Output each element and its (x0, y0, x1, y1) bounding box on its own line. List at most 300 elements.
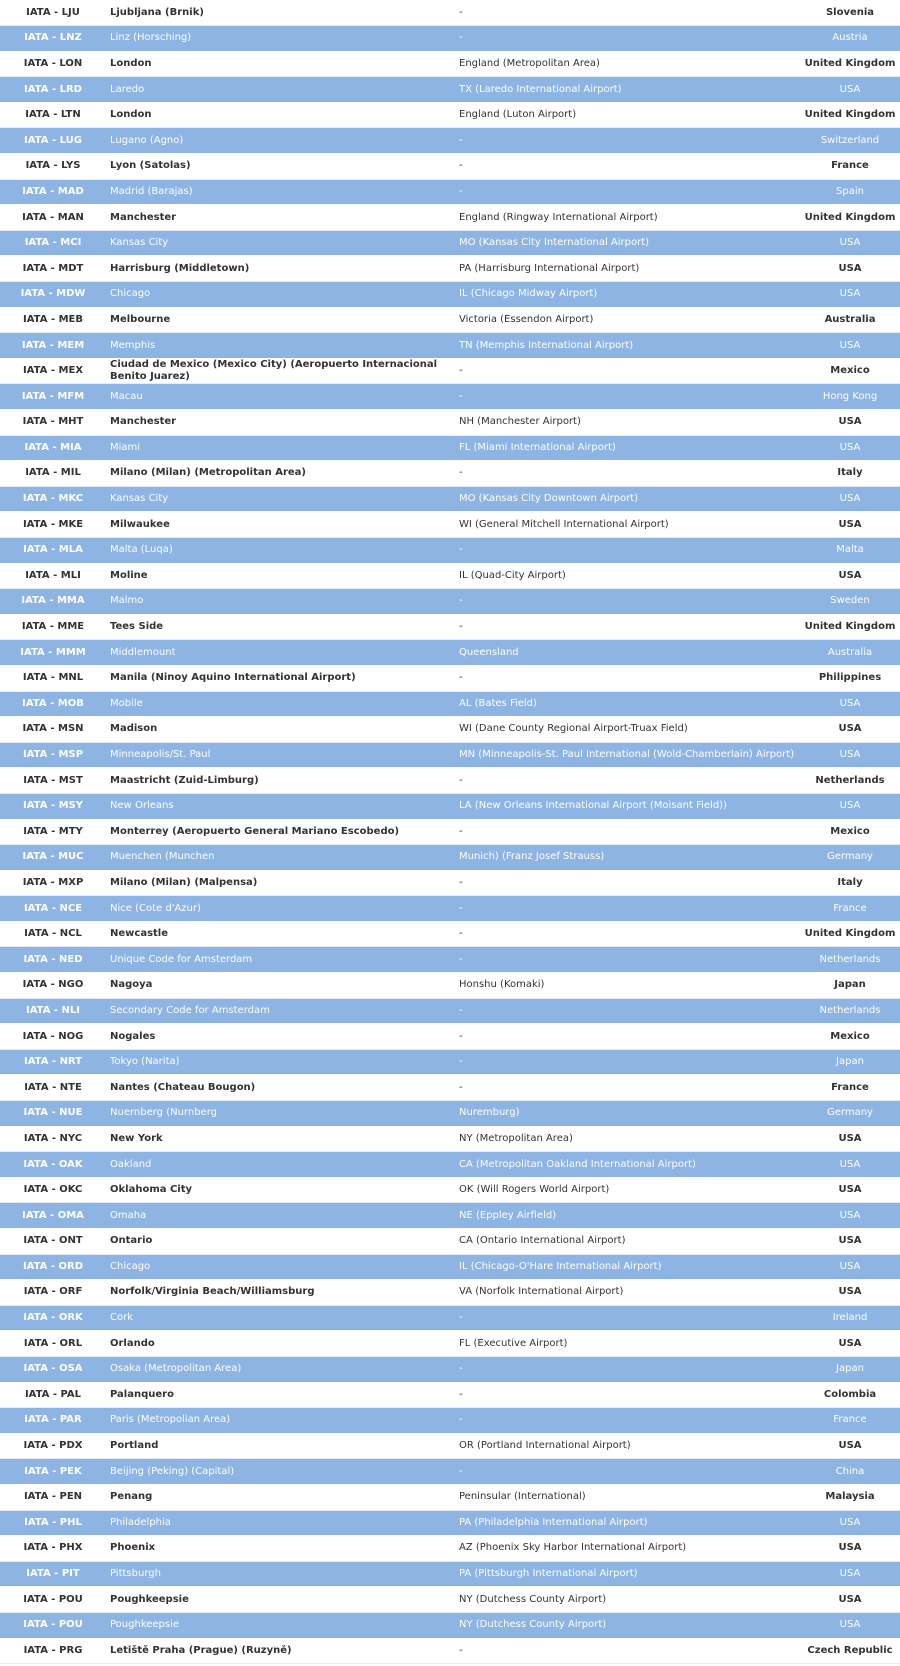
city-cell: Harrisburg (Middletown) (110, 262, 250, 274)
table-row (0, 742, 900, 768)
table-row (0, 1203, 900, 1229)
city-cell: Milano (Milan) (Metropolitan Area) (110, 467, 306, 479)
description-cell: NY (Dutchess County Airport) (459, 1593, 607, 1605)
table-row (0, 1612, 900, 1638)
country-cell: USA (839, 237, 861, 249)
iata-code-cell: IATA - NTE (24, 1081, 82, 1093)
country-cell: Japan (836, 1363, 864, 1375)
table-row (0, 1152, 900, 1178)
table-row (0, 51, 900, 77)
iata-code-cell: IATA - LUG (24, 134, 82, 146)
description-cell: - (459, 672, 463, 684)
city-cell: Macau (110, 390, 143, 402)
city-cell: Linz (Horsching) (110, 32, 192, 44)
iata-code-cell: IATA - OMA (22, 1209, 84, 1221)
table-row (0, 384, 900, 410)
description-cell: NE (Eppley Airfield) (459, 1209, 557, 1221)
city-cell: Ciudad de Mexico (Mexico City) (Aeropuerto Internacional Benito Juarez) (110, 359, 438, 383)
description-cell: - (459, 1081, 463, 1093)
city-cell: Malmo (110, 595, 144, 607)
city-cell: Orlando (110, 1337, 155, 1349)
iata-code-cell: IATA - ORK (23, 1312, 83, 1324)
iata-code-cell: IATA - MIA (24, 441, 82, 453)
city-cell: Nuernberg (Nurnberg (110, 1107, 217, 1119)
iata-code-cell: IATA - PAL (24, 1388, 82, 1400)
city-cell: Omaha (110, 1209, 147, 1221)
iata-code-cell: IATA - MEB (23, 313, 83, 325)
description-cell: LA (New Orleans International Airport (Moisant Field)) (459, 800, 727, 812)
iata-code-cell: IATA - PHX (23, 1542, 83, 1554)
city-cell: Beijing (Peking) (Capital) (110, 1465, 235, 1477)
table-row (0, 1305, 900, 1331)
country-cell: Netherlands (815, 774, 885, 786)
table-row (0, 563, 900, 589)
description-cell: NH (Manchester Airport) (459, 416, 581, 428)
description-cell: PA (Pittsburgh International Airport) (459, 1568, 638, 1580)
table-row (0, 1510, 900, 1536)
table-row (0, 1075, 900, 1101)
table-row (0, 819, 900, 845)
table-row (0, 486, 900, 512)
table-row (0, 230, 900, 256)
table-row (0, 973, 900, 999)
country-cell: France (833, 1414, 867, 1426)
table-row (0, 358, 900, 384)
table-row (0, 1331, 900, 1357)
description-cell: IL (Chicago Midway Airport) (459, 288, 598, 300)
description-cell: CA (Ontario International Airport) (459, 1235, 626, 1247)
country-cell: Australia (824, 313, 876, 325)
city-cell: Madison (110, 723, 158, 735)
table-row (0, 0, 900, 26)
table-row (0, 77, 900, 103)
country-cell: USA (839, 288, 861, 300)
table-row (0, 614, 900, 640)
description-cell: MN (Minneapolis-St. Paul International (Wold-Chamberlain) Airport) (459, 749, 795, 761)
country-cell: USA (838, 1132, 862, 1144)
iata-code-cell: IATA - ORL (23, 1337, 83, 1349)
table-row (0, 537, 900, 563)
description-cell: - (459, 953, 463, 965)
city-cell: Nogales (110, 1030, 156, 1042)
table-row (0, 1484, 900, 1510)
description-cell: TX (Laredo International Airport) (459, 83, 622, 95)
description-cell: - (459, 6, 463, 18)
country-cell: France (833, 902, 867, 914)
description-cell: - (459, 621, 463, 633)
country-cell: United Kingdom (804, 57, 896, 69)
city-cell: Cork (110, 1312, 134, 1324)
table-row (0, 1280, 900, 1306)
iata-code-cell: IATA - MOB (22, 697, 84, 709)
city-cell: Middlemount (110, 646, 176, 658)
description-cell: Nuremburg) (459, 1107, 520, 1119)
iata-code-cell: IATA - MLI (25, 569, 81, 581)
city-cell: Oklahoma City (110, 1184, 193, 1196)
table-row (0, 947, 900, 973)
city-cell: Ljubljana (Brnik) (110, 6, 204, 18)
country-cell: USA (839, 697, 861, 709)
iata-code-cell: IATA - MST (23, 774, 83, 786)
description-cell: Peninsular (International) (459, 1491, 586, 1503)
iata-code-cell: IATA - MSY (23, 800, 83, 812)
city-cell: Penang (110, 1491, 153, 1503)
description-cell: - (459, 134, 463, 146)
iata-code-cell: IATA - LRD (24, 83, 82, 95)
description-cell: MO (Kansas City International Airport) (459, 237, 650, 249)
table-row (0, 512, 900, 538)
country-cell: USA (839, 339, 861, 351)
city-cell: Kansas City (110, 493, 169, 505)
description-cell: NY (Dutchess County Airport) (459, 1619, 607, 1631)
country-cell: USA (838, 1184, 862, 1196)
description-cell: PA (Harrisburg International Airport) (459, 262, 640, 274)
iata-code-cell: IATA - PRG (23, 1644, 83, 1656)
country-cell: China (835, 1465, 865, 1477)
iata-code-cell: IATA - MNL (22, 672, 84, 684)
description-cell: - (459, 1388, 463, 1400)
country-cell: USA (839, 1158, 861, 1170)
country-cell: USA (838, 1286, 862, 1298)
table-row (0, 1638, 900, 1664)
iata-code-cell: IATA - NLI (25, 1004, 81, 1016)
country-cell: United Kingdom (804, 211, 896, 223)
description-cell: - (459, 928, 463, 940)
city-cell: Paris (Metropolian Area) (110, 1414, 231, 1426)
iata-code-cell: IATA - LNZ (24, 32, 82, 44)
description-cell: - (459, 544, 463, 556)
city-cell: New Orleans (110, 800, 174, 812)
iata-code-cell: IATA - MLA (23, 544, 83, 556)
country-cell: Slovenia (825, 6, 875, 18)
city-cell: Portland (110, 1440, 159, 1452)
iata-code-cell: IATA - LON (23, 57, 83, 69)
table-row (0, 205, 900, 231)
iata-code-cell: IATA - LYS (25, 160, 81, 172)
table-row (0, 1229, 900, 1255)
description-cell: - (459, 1414, 463, 1426)
table-row (0, 793, 900, 819)
iata-code-cell: IATA - NYC (23, 1132, 83, 1144)
iata-code-cell: IATA - LJU (26, 6, 80, 18)
table-row (0, 179, 900, 205)
city-cell: London (110, 57, 152, 69)
table-row (0, 665, 900, 691)
table-row (0, 1433, 900, 1459)
table-row (0, 282, 900, 308)
table-row (0, 307, 900, 333)
country-cell: Mexico (830, 365, 870, 377)
description-cell: OR (Portland International Airport) (459, 1440, 631, 1452)
iata-code-cell: IATA - POU (23, 1619, 83, 1631)
iata-code-cell: IATA - POU (23, 1593, 83, 1605)
iata-code-cell: IATA - NRT (23, 1056, 83, 1068)
table-row (0, 26, 900, 52)
city-cell: Letiště Praha (Prague) (Ruzyně) (110, 1644, 292, 1656)
city-cell: Tokyo (Narita) (110, 1056, 180, 1068)
country-cell: USA (839, 1619, 861, 1631)
city-cell: Secondary Code for Amsterdam (110, 1004, 270, 1016)
city-cell: Oakland (110, 1158, 152, 1170)
country-cell: France (831, 160, 869, 172)
city-cell: Lugano (Agno) (110, 134, 184, 146)
city-cell: Melbourne (110, 313, 171, 325)
city-cell: Minneapolis/St. Paul (110, 749, 211, 761)
city-cell: London (110, 109, 152, 121)
table-row (0, 333, 900, 359)
city-cell: Tees Side (110, 621, 164, 633)
iata-code-cell: IATA - MEM (21, 339, 85, 351)
city-cell: Moline (110, 569, 148, 581)
table-row (0, 1382, 900, 1408)
country-cell: USA (838, 1235, 862, 1247)
iata-code-cell: IATA - MDT (22, 262, 84, 274)
country-cell: Switzerland (820, 134, 880, 146)
table-row (0, 154, 900, 180)
table-row (0, 435, 900, 461)
city-cell: Miami (110, 441, 141, 453)
description-cell: FL (Executive Airport) (459, 1337, 568, 1349)
city-cell: Poughkeepsie (110, 1619, 180, 1631)
country-cell: Mexico (830, 1030, 870, 1042)
description-cell: England (Luton Airport) (459, 109, 577, 121)
city-cell: Chicago (110, 288, 151, 300)
table-row (0, 640, 900, 666)
city-cell: Nantes (Chateau Bougon) (110, 1081, 256, 1093)
country-cell: Germany (827, 851, 873, 863)
table-row (0, 1101, 900, 1127)
iata-code-cell: IATA - MME (21, 621, 85, 633)
iata-code-cell: IATA - MUC (22, 851, 84, 863)
iata-code-cell: IATA - MIL (25, 467, 81, 479)
city-cell: Kansas City (110, 237, 169, 249)
country-cell: Austria (832, 32, 868, 44)
iata-code-cell: IATA - MEX (22, 365, 84, 377)
iata-code-cell: IATA - PDX (23, 1440, 83, 1452)
iata-code-cell: IATA - NED (23, 953, 83, 965)
table-row (0, 921, 900, 947)
country-cell: Netherlands (819, 1004, 881, 1016)
iata-code-cell: IATA - OKC (23, 1184, 83, 1196)
iata-code-cell: IATA - MMA (21, 595, 85, 607)
description-cell: MO (Kansas City Downtown Airport) (459, 493, 639, 505)
iata-code-cell: IATA - PIT (26, 1568, 80, 1580)
iata-code-cell: IATA - LTN (25, 109, 81, 121)
city-cell: Chicago (110, 1260, 151, 1272)
description-cell: CA (Metropolitan Oakland International Airport) (459, 1158, 696, 1170)
table-row (0, 256, 900, 282)
country-cell: Sweden (830, 595, 870, 607)
city-cell: Manila (Ninoy Aquino International Airport) (110, 672, 356, 684)
city-cell: Madrid (Barajas) (110, 185, 193, 197)
country-cell: USA (838, 1337, 862, 1349)
country-cell: Colombia (823, 1388, 877, 1400)
description-cell: - (459, 1363, 463, 1375)
description-cell: VA (Norfolk International Airport) (459, 1286, 624, 1298)
iata-code-cell: IATA - PEK (24, 1465, 82, 1477)
country-cell: USA (838, 723, 862, 735)
country-cell: USA (839, 800, 861, 812)
table-row (0, 589, 900, 615)
city-cell: Palanquero (110, 1388, 174, 1400)
description-cell: - (459, 160, 463, 172)
description-cell: IL (Chicago-O'Hare International Airport) (459, 1260, 662, 1272)
description-cell: IL (Quad-City Airport) (459, 569, 566, 581)
country-cell: Malaysia (825, 1491, 875, 1503)
iata-code-cell: IATA - NGO (22, 979, 84, 991)
city-cell: Osaka (Metropolitan Area) (110, 1363, 242, 1375)
table-row (0, 1408, 900, 1434)
city-cell: Newcastle (110, 928, 169, 940)
table-row (0, 1459, 900, 1485)
city-cell: Nice (Cote d'Azur) (110, 902, 201, 914)
description-cell: - (459, 774, 463, 786)
country-cell: USA (838, 1593, 862, 1605)
city-cell: Philadelphia (110, 1516, 171, 1528)
table-row (0, 845, 900, 871)
city-cell: Muenchen (Munchen (110, 851, 215, 863)
country-cell: USA (839, 493, 861, 505)
description-cell: FL (Miami International Airport) (459, 441, 616, 453)
country-cell: USA (838, 1542, 862, 1554)
table-row (0, 870, 900, 896)
country-cell: USA (838, 416, 862, 428)
country-cell: Mexico (830, 825, 870, 837)
country-cell: USA (838, 569, 862, 581)
description-cell: - (459, 1004, 463, 1016)
country-cell: Japan (836, 1056, 864, 1068)
description-cell: TN (Memphis International Airport) (459, 339, 634, 351)
table-row (0, 1536, 900, 1562)
table-row (0, 128, 900, 154)
table-row (0, 1587, 900, 1613)
city-cell: Ontario (110, 1235, 153, 1247)
table-row (0, 1049, 900, 1075)
iata-code-cell: IATA - MCI (24, 237, 82, 249)
country-cell: USA (839, 441, 861, 453)
table-row (0, 998, 900, 1024)
description-cell: - (459, 185, 463, 197)
iata-code-cell: IATA - MKE (22, 518, 84, 530)
city-cell: Pittsburgh (110, 1568, 161, 1580)
country-cell: Australia (827, 646, 873, 658)
table-row (0, 461, 900, 487)
description-cell: - (459, 902, 463, 914)
city-cell: New York (110, 1132, 163, 1144)
city-cell: Manchester (110, 416, 177, 428)
city-cell: Norfolk/Virginia Beach/Williamsburg (110, 1286, 315, 1298)
description-cell: AZ (Phoenix Sky Harbor International Airport) (459, 1542, 687, 1554)
iata-code-cell: IATA - ONT (23, 1235, 83, 1247)
country-cell: United Kingdom (804, 109, 896, 121)
description-cell: Queensland (459, 646, 519, 658)
country-cell: USA (839, 749, 861, 761)
city-cell: Memphis (110, 339, 156, 351)
iata-code-cell: IATA - MXP (22, 876, 84, 888)
description-cell: - (459, 467, 463, 479)
country-cell: USA (839, 1260, 861, 1272)
city-cell: Unique Code for Amsterdam (110, 953, 253, 965)
table-row (0, 896, 900, 922)
country-cell: USA (839, 1516, 861, 1528)
iata-code-cell: IATA - NCL (24, 928, 82, 940)
country-cell: Japan (834, 979, 866, 991)
iata-code-cell: IATA - MFM (21, 390, 85, 402)
description-cell: - (459, 32, 463, 44)
table-row (0, 1254, 900, 1280)
city-cell: Lyon (Satolas) (110, 160, 191, 172)
country-cell: USA (838, 518, 862, 530)
description-cell: England (Ringway International Airport) (459, 211, 658, 223)
description-cell: - (459, 1465, 463, 1477)
country-cell: Italy (837, 876, 863, 888)
country-cell: Netherlands (819, 953, 881, 965)
city-cell: Malta (Luqa) (110, 544, 173, 556)
iata-code-cell: IATA - MMM (20, 646, 86, 658)
description-cell: - (459, 1030, 463, 1042)
table-row (0, 768, 900, 794)
city-cell: Mobile (110, 697, 143, 709)
description-cell: - (459, 1056, 463, 1068)
iata-code-cell: IATA - MKC (22, 493, 84, 505)
country-cell: USA (838, 1440, 862, 1452)
country-cell: Philippines (818, 672, 882, 684)
country-cell: United Kingdom (804, 621, 896, 633)
iata-code-cell: IATA - MHT (22, 416, 84, 428)
country-cell: United Kingdom (804, 928, 896, 940)
table-row (0, 1126, 900, 1152)
description-cell: Victoria (Essendon Airport) (459, 313, 594, 325)
country-cell: Spain (836, 185, 864, 197)
iata-code-cell: IATA - NOG (22, 1030, 84, 1042)
iata-code-cell: IATA - MAN (22, 211, 84, 223)
iata-code-cell: IATA - PHL (24, 1516, 82, 1528)
city-cell: Monterrey (Aeropuerto General Mariano Escobedo) (110, 825, 400, 837)
table-row (0, 691, 900, 717)
table-row (0, 1024, 900, 1050)
iata-code-cell: IATA - OSA (23, 1363, 83, 1375)
city-cell: Poughkeepsie (110, 1593, 189, 1605)
description-cell: NY (Metropolitan Area) (459, 1132, 573, 1144)
iata-code-cell: IATA - PAR (24, 1414, 82, 1426)
country-cell: France (831, 1081, 869, 1093)
table-row (0, 1177, 900, 1203)
city-cell: Milano (Milan) (Malpensa) (110, 876, 258, 888)
iata-code-cell: IATA - MAD (22, 185, 84, 197)
description-cell: - (459, 595, 463, 607)
description-cell: AL (Bates Field) (459, 697, 537, 709)
iata-code-cell: IATA - ORD (22, 1260, 84, 1272)
description-cell: - (459, 876, 463, 888)
country-cell: Czech Republic (807, 1644, 893, 1656)
description-cell: - (459, 1644, 463, 1656)
country-cell: Italy (837, 467, 863, 479)
description-cell: - (459, 365, 463, 377)
country-cell: Germany (827, 1107, 873, 1119)
iata-code-cell: IATA - NCE (23, 902, 83, 914)
description-cell: - (459, 390, 463, 402)
country-cell: USA (839, 1568, 861, 1580)
country-cell: USA (838, 262, 862, 274)
iata-code-cell: IATA - ORF (23, 1286, 83, 1298)
description-cell: WI (General Mitchell International Airport) (459, 518, 669, 530)
description-cell: WI (Dane County Regional Airport-Truax Field) (459, 723, 688, 735)
table-row (0, 102, 900, 128)
description-cell: - (459, 1312, 463, 1324)
city-cell: Milwaukee (110, 518, 170, 530)
city-cell: Laredo (110, 83, 145, 95)
description-cell: Munich) (Franz Josef Strauss) (459, 851, 605, 863)
